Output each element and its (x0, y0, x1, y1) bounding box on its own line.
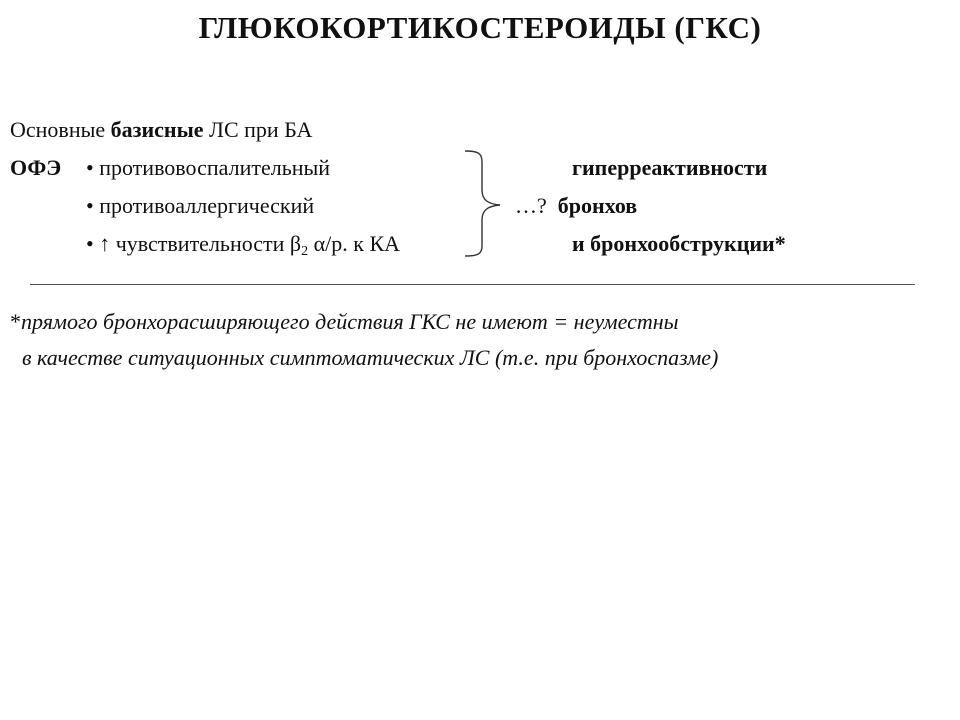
bullet-sensitivity-suffix: α/р. к КА (308, 231, 401, 256)
right-bronchoobstruction: и бронхообструкции* (572, 231, 786, 256)
intro-prefix: Основные (10, 117, 111, 142)
intro-line (10, 117, 312, 143)
footnote-line-1 (10, 309, 679, 335)
bullet-anti-inflammatory: • противовоспалительный (86, 155, 331, 180)
intro-suffix: ЛС при БА (203, 117, 313, 142)
right-bronchi: бронхов (557, 193, 638, 218)
ofe-label: ОФЭ (10, 155, 62, 180)
footnote-line-2: в качестве ситуационных симптоматических ЛС (т.е. при бронхоспазме) (22, 345, 719, 370)
bullet-sensitivity (86, 231, 400, 257)
footnote-star: * (10, 309, 21, 334)
bullet-sensitivity-prefix: • ↑ чувствительности β (86, 231, 302, 256)
bullet-anti-allergic: • противоаллергический (86, 193, 315, 218)
right-brace-icon (460, 148, 510, 258)
right-bronchi-line (515, 193, 637, 219)
right-hyperreactivity: гиперреактивности (572, 155, 768, 180)
right-ellipsis-question: …? (515, 193, 547, 218)
divider (30, 284, 915, 285)
footnote-text-1: прямого бронхорасширяющего действия ГКС не имеют = неуместны (21, 309, 679, 334)
page-title: ГЛЮКОКОРТИКОСТЕРОИДЫ (ГКС) (198, 10, 762, 45)
intro-bold: базисные (110, 117, 204, 142)
beta-subscript: 2 (301, 244, 309, 259)
